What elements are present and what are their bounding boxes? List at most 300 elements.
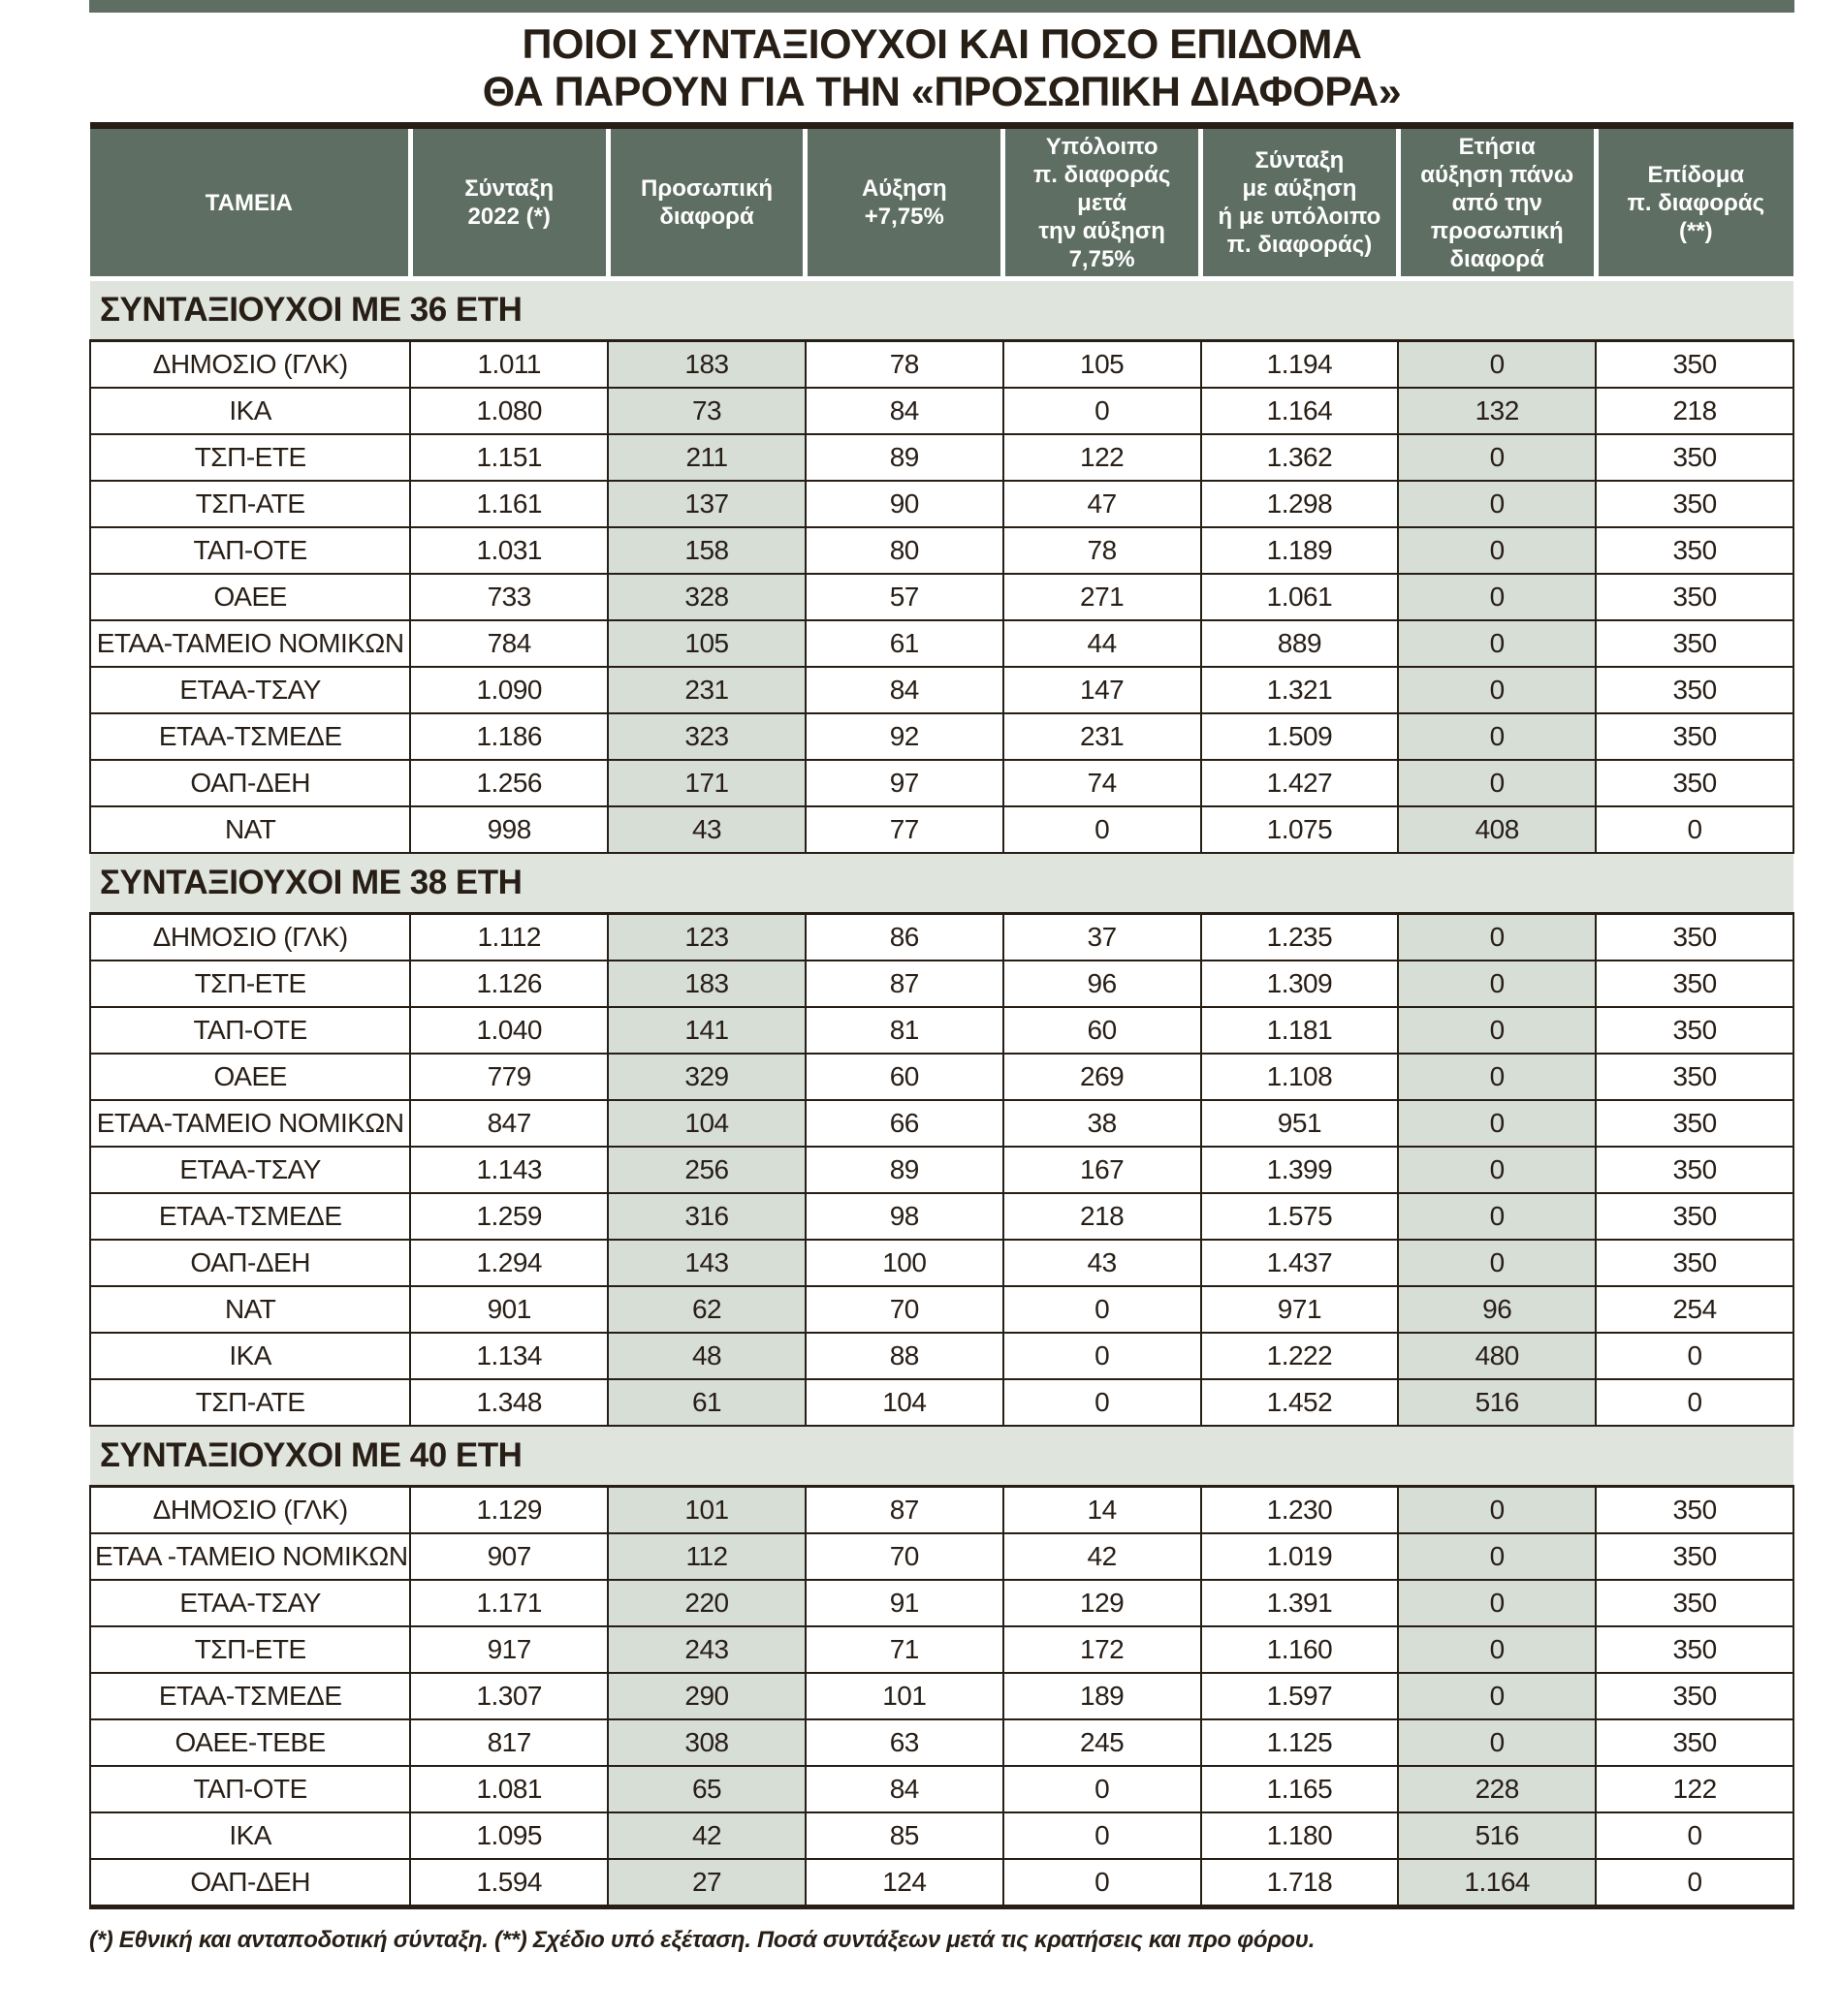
table-row	[90, 481, 1793, 527]
value-cell: 231	[1003, 713, 1201, 760]
table-row	[90, 1054, 1793, 1100]
value-cell: 1.126	[410, 961, 608, 1007]
value-cell: 78	[1003, 527, 1201, 574]
column-header	[1596, 126, 1793, 279]
value-cell: 0	[1398, 1719, 1596, 1766]
value-cell: 1.427	[1201, 760, 1399, 806]
value-cell: 733	[410, 574, 608, 620]
value-cell: 70	[806, 1286, 1003, 1333]
value-cell: 96	[1398, 1286, 1596, 1333]
value-cell: 63	[806, 1719, 1003, 1766]
value-cell: 1.230	[1201, 1487, 1399, 1534]
value-cell: 0	[1596, 1379, 1793, 1426]
table-row	[90, 620, 1793, 667]
table-row	[90, 667, 1793, 713]
value-cell: 80	[806, 527, 1003, 574]
value-cell: 901	[410, 1286, 608, 1333]
table-row	[90, 1859, 1793, 1907]
fund-name-cell: ΔΗΜΟΣΙΟ (ΓΛΚ)	[90, 914, 410, 961]
fund-name-cell: ΟΑΠ-ΔΕΗ	[90, 1859, 410, 1907]
value-cell: 141	[608, 1007, 806, 1054]
column-header-line: Υπόλοιπο	[1045, 133, 1158, 160]
value-cell: 350	[1596, 1193, 1793, 1240]
value-cell: 817	[410, 1719, 608, 1766]
column-header	[1003, 126, 1201, 279]
fund-name-cell: ΤΣΠ-ΑΤΕ	[90, 481, 410, 527]
value-cell: 77	[806, 806, 1003, 853]
value-cell: 0	[1398, 713, 1596, 760]
value-cell: 43	[608, 806, 806, 853]
column-header-line: 7,75%	[1068, 245, 1135, 272]
value-cell: 84	[806, 667, 1003, 713]
value-cell: 218	[1596, 388, 1793, 434]
value-cell: 0	[1398, 1673, 1596, 1719]
value-cell: 0	[1003, 1766, 1201, 1812]
value-cell: 350	[1596, 760, 1793, 806]
column-header	[1398, 126, 1596, 279]
value-cell: 1.112	[410, 914, 608, 961]
value-cell: 0	[1596, 1333, 1793, 1379]
table-row	[90, 574, 1793, 620]
column-header-line: 2022 (*)	[467, 204, 551, 230]
column-header	[806, 126, 1003, 279]
value-cell: 350	[1596, 1147, 1793, 1193]
value-cell: 104	[608, 1100, 806, 1147]
value-cell: 1.125	[1201, 1719, 1399, 1766]
table-row	[90, 388, 1793, 434]
value-cell: 350	[1596, 1719, 1793, 1766]
value-cell: 254	[1596, 1286, 1793, 1333]
value-cell: 1.189	[1201, 527, 1399, 574]
value-cell: 172	[1003, 1626, 1201, 1673]
value-cell: 61	[608, 1379, 806, 1426]
value-cell: 158	[608, 527, 806, 574]
value-cell: 129	[1003, 1580, 1201, 1626]
value-cell: 1.061	[1201, 574, 1399, 620]
table-row	[90, 1193, 1793, 1240]
value-cell: 96	[1003, 961, 1201, 1007]
value-cell: 1.171	[410, 1580, 608, 1626]
value-cell: 48	[608, 1333, 806, 1379]
section-header	[90, 279, 1793, 341]
value-cell: 308	[608, 1719, 806, 1766]
column-header-line: Ετήσια	[1458, 133, 1536, 160]
column-header-line: αύξηση πάνω	[1420, 161, 1574, 188]
title-line-2: ΘΑ ΠΑΡΟΥΝ ΓΙΑ ΤΗΝ «ΠΡΟΣΩΠΙΚΗ ΔΙΑΦΟΡΑ»	[482, 69, 1402, 115]
value-cell: 101	[608, 1487, 806, 1534]
value-cell: 71	[806, 1626, 1003, 1673]
value-cell: 42	[608, 1812, 806, 1859]
value-cell: 245	[1003, 1719, 1201, 1766]
value-cell: 1.452	[1201, 1379, 1399, 1426]
table-area	[89, 122, 1794, 1954]
value-cell: 171	[608, 760, 806, 806]
value-cell: 231	[608, 667, 806, 713]
value-cell: 1.164	[1201, 388, 1399, 434]
value-cell: 350	[1596, 481, 1793, 527]
value-cell: 0	[1398, 760, 1596, 806]
value-cell: 105	[1003, 341, 1201, 389]
column-header	[410, 126, 608, 279]
table-row	[90, 961, 1793, 1007]
value-cell: 98	[806, 1193, 1003, 1240]
fund-name-cell: ΤΑΠ-ΟΤΕ	[90, 527, 410, 574]
value-cell: 0	[1398, 1626, 1596, 1673]
value-cell: 0	[1398, 527, 1596, 574]
table-row	[90, 713, 1793, 760]
value-cell: 1.160	[1201, 1626, 1399, 1673]
value-cell: 122	[1596, 1766, 1793, 1812]
fund-name-cell: ΟΑΠ-ΔΕΗ	[90, 1240, 410, 1286]
title-line-1: ΠΟΙΟΙ ΣΥΝΤΑΞΙΟΥΧΟΙ ΚΑΙ ΠΟΣΟ ΕΠΙΔΟΜΑ	[522, 21, 1362, 68]
value-cell: 1.090	[410, 667, 608, 713]
value-cell: 350	[1596, 527, 1793, 574]
value-cell: 0	[1398, 574, 1596, 620]
value-cell: 350	[1596, 1487, 1793, 1534]
fund-name-cell: ΕΤΑΑ-ΤΣΑΥ	[90, 1147, 410, 1193]
value-cell: 228	[1398, 1766, 1596, 1812]
value-cell: 147	[1003, 667, 1201, 713]
value-cell: 74	[1003, 760, 1201, 806]
table-row	[90, 341, 1793, 389]
table-row	[90, 527, 1793, 574]
fund-name-cell: ΤΣΠ-ΕΤΕ	[90, 434, 410, 481]
value-cell: 0	[1003, 1379, 1201, 1426]
value-cell: 516	[1398, 1379, 1596, 1426]
fund-name-cell: ΔΗΜΟΣΙΟ (ΓΛΚ)	[90, 341, 410, 389]
table-row	[90, 1766, 1793, 1812]
value-cell: 1.235	[1201, 914, 1399, 961]
table-row	[90, 914, 1793, 961]
value-cell: 0	[1398, 1487, 1596, 1534]
value-cell: 1.075	[1201, 806, 1399, 853]
value-cell: 0	[1398, 961, 1596, 1007]
table-row	[90, 1812, 1793, 1859]
fund-name-cell: ΤΣΠ-ΕΤΕ	[90, 1626, 410, 1673]
value-cell: 1.186	[410, 713, 608, 760]
value-cell: 290	[608, 1673, 806, 1719]
value-cell: 1.031	[410, 527, 608, 574]
fund-name-cell: ΤΣΠ-ΑΤΕ	[90, 1379, 410, 1426]
value-cell: 0	[1398, 1533, 1596, 1580]
value-cell: 220	[608, 1580, 806, 1626]
value-cell: 0	[1596, 1812, 1793, 1859]
table-row	[90, 1100, 1793, 1147]
value-cell: 1.222	[1201, 1333, 1399, 1379]
value-cell: 88	[806, 1333, 1003, 1379]
value-cell: 0	[1596, 1859, 1793, 1907]
value-cell: 971	[1201, 1286, 1399, 1333]
value-cell: 86	[806, 914, 1003, 961]
value-cell: 316	[608, 1193, 806, 1240]
column-header-line: Σύνταξη	[464, 175, 555, 202]
value-cell: 0	[1398, 620, 1596, 667]
value-cell: 1.108	[1201, 1054, 1399, 1100]
value-cell: 87	[806, 961, 1003, 1007]
value-cell: 847	[410, 1100, 608, 1147]
fund-name-cell: ΝΑΤ	[90, 1286, 410, 1333]
value-cell: 269	[1003, 1054, 1201, 1100]
column-header-line: με αύξηση	[1242, 175, 1357, 202]
value-cell: 0	[1398, 1100, 1596, 1147]
fund-name-cell: ΟΑΕΕ	[90, 1054, 410, 1100]
value-cell: 122	[1003, 434, 1201, 481]
column-header-line: από την	[1451, 189, 1542, 216]
value-cell: 1.095	[410, 1812, 608, 1859]
value-cell: 1.143	[410, 1147, 608, 1193]
value-cell: 998	[410, 806, 608, 853]
value-cell: 44	[1003, 620, 1201, 667]
value-cell: 323	[608, 713, 806, 760]
value-cell: 350	[1596, 713, 1793, 760]
value-cell: 0	[1003, 1286, 1201, 1333]
value-cell: 62	[608, 1286, 806, 1333]
table-row	[90, 1007, 1793, 1054]
value-cell: 47	[1003, 481, 1201, 527]
column-header	[608, 126, 806, 279]
value-cell: 1.309	[1201, 961, 1399, 1007]
value-cell: 183	[608, 961, 806, 1007]
value-cell: 218	[1003, 1193, 1201, 1240]
value-cell: 1.597	[1201, 1673, 1399, 1719]
value-cell: 350	[1596, 1626, 1793, 1673]
value-cell: 271	[1003, 574, 1201, 620]
column-header-line: διαφορά	[659, 204, 754, 230]
fund-name-cell: ΕΤΑΑ-ΤΣΑΥ	[90, 667, 410, 713]
value-cell: 1.164	[1398, 1859, 1596, 1907]
value-cell: 0	[1398, 1240, 1596, 1286]
value-cell: 81	[806, 1007, 1003, 1054]
value-cell: 1.509	[1201, 713, 1399, 760]
value-cell: 350	[1596, 1673, 1793, 1719]
fund-name-cell: ΤΣΠ-ΕΤΕ	[90, 961, 410, 1007]
value-cell: 84	[806, 1766, 1003, 1812]
column-header-line: μετά	[1077, 189, 1127, 216]
value-cell: 1.161	[410, 481, 608, 527]
table-row	[90, 1147, 1793, 1193]
value-cell: 1.575	[1201, 1193, 1399, 1240]
value-cell: 89	[806, 1147, 1003, 1193]
pension-table	[89, 122, 1794, 1909]
value-cell: 1.294	[410, 1240, 608, 1286]
fund-name-cell: ΝΑΤ	[90, 806, 410, 853]
column-header-line: Επίδομα	[1647, 161, 1745, 188]
table-row	[90, 1286, 1793, 1333]
column-header-line: Αύξηση	[861, 175, 947, 202]
table-row	[90, 1673, 1793, 1719]
value-cell: 516	[1398, 1812, 1596, 1859]
value-cell: 951	[1201, 1100, 1399, 1147]
value-cell: 70	[806, 1533, 1003, 1580]
column-header-line: ΤΑΜΕΙΑ	[205, 189, 294, 216]
value-cell: 0	[1398, 434, 1596, 481]
column-header-line: προσωπική	[1430, 217, 1564, 244]
value-cell: 350	[1596, 961, 1793, 1007]
value-cell: 66	[806, 1100, 1003, 1147]
value-cell: 105	[608, 620, 806, 667]
value-cell: 104	[806, 1379, 1003, 1426]
value-cell: 1.165	[1201, 1766, 1399, 1812]
value-cell: 27	[608, 1859, 806, 1907]
value-cell: 124	[806, 1859, 1003, 1907]
value-cell: 0	[1398, 341, 1596, 389]
fund-name-cell: ΕΤΑΑ-ΤΣΑΥ	[90, 1580, 410, 1626]
value-cell: 1.040	[410, 1007, 608, 1054]
value-cell: 350	[1596, 434, 1793, 481]
value-cell: 0	[1003, 1333, 1201, 1379]
value-cell: 65	[608, 1766, 806, 1812]
top-accent-bar	[89, 0, 1794, 13]
value-cell: 0	[1003, 806, 1201, 853]
value-cell: 256	[608, 1147, 806, 1193]
table-row	[90, 1240, 1793, 1286]
value-cell: 189	[1003, 1673, 1201, 1719]
value-cell: 183	[608, 341, 806, 389]
table-row	[90, 1580, 1793, 1626]
section-header	[90, 1426, 1793, 1487]
value-cell: 1.080	[410, 388, 608, 434]
value-cell: 1.134	[410, 1333, 608, 1379]
value-cell: 1.081	[410, 1766, 608, 1812]
value-cell: 143	[608, 1240, 806, 1286]
value-cell: 350	[1596, 341, 1793, 389]
value-cell: 0	[1003, 1812, 1201, 1859]
value-cell: 91	[806, 1580, 1003, 1626]
fund-name-cell: ΕΤΑΑ-ΤΑΜΕΙΟ ΝΟΜΙΚΩΝ	[90, 620, 410, 667]
table-row	[90, 1333, 1793, 1379]
fund-name-cell: ΙΚΑ	[90, 1333, 410, 1379]
table-row	[90, 434, 1793, 481]
value-cell: 1.180	[1201, 1812, 1399, 1859]
value-cell: 1.011	[410, 341, 608, 389]
value-cell: 0	[1398, 1007, 1596, 1054]
value-cell: 0	[1398, 667, 1596, 713]
value-cell: 0	[1003, 1859, 1201, 1907]
value-cell: 917	[410, 1626, 608, 1673]
value-cell: 907	[410, 1533, 608, 1580]
value-cell: 1.348	[410, 1379, 608, 1426]
column-header-line: (**)	[1678, 217, 1713, 244]
value-cell: 0	[1003, 388, 1201, 434]
value-cell: 329	[608, 1054, 806, 1100]
footnote: (*) Εθνική και ανταποδοτική σύνταξη. (**) Σχέδιο υπό εξέταση. Ποσά συντάξεων μετά τις κρατήσεις και προ φόρου.	[89, 1927, 1316, 1953]
section-header-label: ΣΥΝΤΑΞΙΟΥΧΟΙ ΜΕ 36 ΕΤΗ	[90, 279, 1793, 341]
value-cell: 60	[806, 1054, 1003, 1100]
value-cell: 137	[608, 481, 806, 527]
column-header-line: Προσωπική	[641, 175, 773, 202]
value-cell: 78	[806, 341, 1003, 389]
column-header-line: π. διαφοράς	[1627, 189, 1765, 216]
value-cell: 1.718	[1201, 1859, 1399, 1907]
value-cell: 42	[1003, 1533, 1201, 1580]
section-header	[90, 853, 1793, 914]
table-body	[90, 279, 1793, 1907]
value-cell: 1.362	[1201, 434, 1399, 481]
fund-name-cell: ΤΑΠ-ΟΤΕ	[90, 1766, 410, 1812]
value-cell: 73	[608, 388, 806, 434]
column-header-line: την αύξηση	[1038, 217, 1165, 244]
value-cell: 14	[1003, 1487, 1201, 1534]
column-header-line: π. διαφοράς	[1032, 161, 1171, 188]
fund-name-cell: ΟΑΕΕ	[90, 574, 410, 620]
value-cell: 350	[1596, 1054, 1793, 1100]
table-row	[90, 806, 1793, 853]
value-cell: 57	[806, 574, 1003, 620]
value-cell: 1.019	[1201, 1533, 1399, 1580]
value-cell: 1.181	[1201, 1007, 1399, 1054]
value-cell: 1.259	[410, 1193, 608, 1240]
value-cell: 889	[1201, 620, 1399, 667]
value-cell: 1.151	[410, 434, 608, 481]
value-cell: 1.256	[410, 760, 608, 806]
value-cell: 350	[1596, 620, 1793, 667]
fund-name-cell: ΟΑΠ-ΔΕΗ	[90, 760, 410, 806]
column-header-line: +7,75%	[864, 204, 944, 230]
value-cell: 211	[608, 434, 806, 481]
value-cell: 97	[806, 760, 1003, 806]
value-cell: 38	[1003, 1100, 1201, 1147]
fund-name-cell: ΤΑΠ-ΟΤΕ	[90, 1007, 410, 1054]
value-cell: 779	[410, 1054, 608, 1100]
table-row	[90, 760, 1793, 806]
value-cell: 0	[1596, 806, 1793, 853]
value-cell: 167	[1003, 1147, 1201, 1193]
value-cell: 112	[608, 1533, 806, 1580]
value-cell: 243	[608, 1626, 806, 1673]
fund-name-cell: ΟΑΕΕ-ΤΕΒΕ	[90, 1719, 410, 1766]
table-row	[90, 1487, 1793, 1534]
value-cell: 87	[806, 1487, 1003, 1534]
value-cell: 0	[1398, 1147, 1596, 1193]
column-header	[1201, 126, 1399, 279]
value-cell: 1.399	[1201, 1147, 1399, 1193]
value-cell: 350	[1596, 667, 1793, 713]
value-cell: 0	[1398, 914, 1596, 961]
value-cell: 350	[1596, 914, 1793, 961]
value-cell: 1.307	[410, 1673, 608, 1719]
fund-name-cell: ΙΚΑ	[90, 388, 410, 434]
value-cell: 408	[1398, 806, 1596, 853]
fund-name-cell: ΕΤΑΑ-ΤΑΜΕΙΟ ΝΟΜΙΚΩΝ	[90, 1100, 410, 1147]
section-header-label: ΣΥΝΤΑΞΙΟΥΧΟΙ ΜΕ 40 ΕΤΗ	[90, 1426, 1793, 1487]
value-cell: 132	[1398, 388, 1596, 434]
table-row	[90, 1719, 1793, 1766]
value-cell: 1.298	[1201, 481, 1399, 527]
value-cell: 784	[410, 620, 608, 667]
page-title	[89, 21, 1794, 116]
fund-name-cell: ΕΤΑΑ-ΤΣΜΕΔΕ	[90, 1673, 410, 1719]
value-cell: 90	[806, 481, 1003, 527]
value-cell: 1.594	[410, 1859, 608, 1907]
value-cell: 1.391	[1201, 1580, 1399, 1626]
value-cell: 1.437	[1201, 1240, 1399, 1286]
value-cell: 92	[806, 713, 1003, 760]
value-cell: 350	[1596, 1240, 1793, 1286]
value-cell: 1.129	[410, 1487, 608, 1534]
value-cell: 101	[806, 1673, 1003, 1719]
table-row	[90, 1626, 1793, 1673]
value-cell: 60	[1003, 1007, 1201, 1054]
value-cell: 350	[1596, 1100, 1793, 1147]
fund-name-cell: ΕΤΑΑ-ΤΣΜΕΔΕ	[90, 713, 410, 760]
value-cell: 61	[806, 620, 1003, 667]
value-cell: 123	[608, 914, 806, 961]
value-cell: 0	[1398, 1580, 1596, 1626]
value-cell: 84	[806, 388, 1003, 434]
value-cell: 350	[1596, 1007, 1793, 1054]
column-header-line: ή με υπόλοιπο	[1218, 204, 1381, 230]
value-cell: 350	[1596, 574, 1793, 620]
